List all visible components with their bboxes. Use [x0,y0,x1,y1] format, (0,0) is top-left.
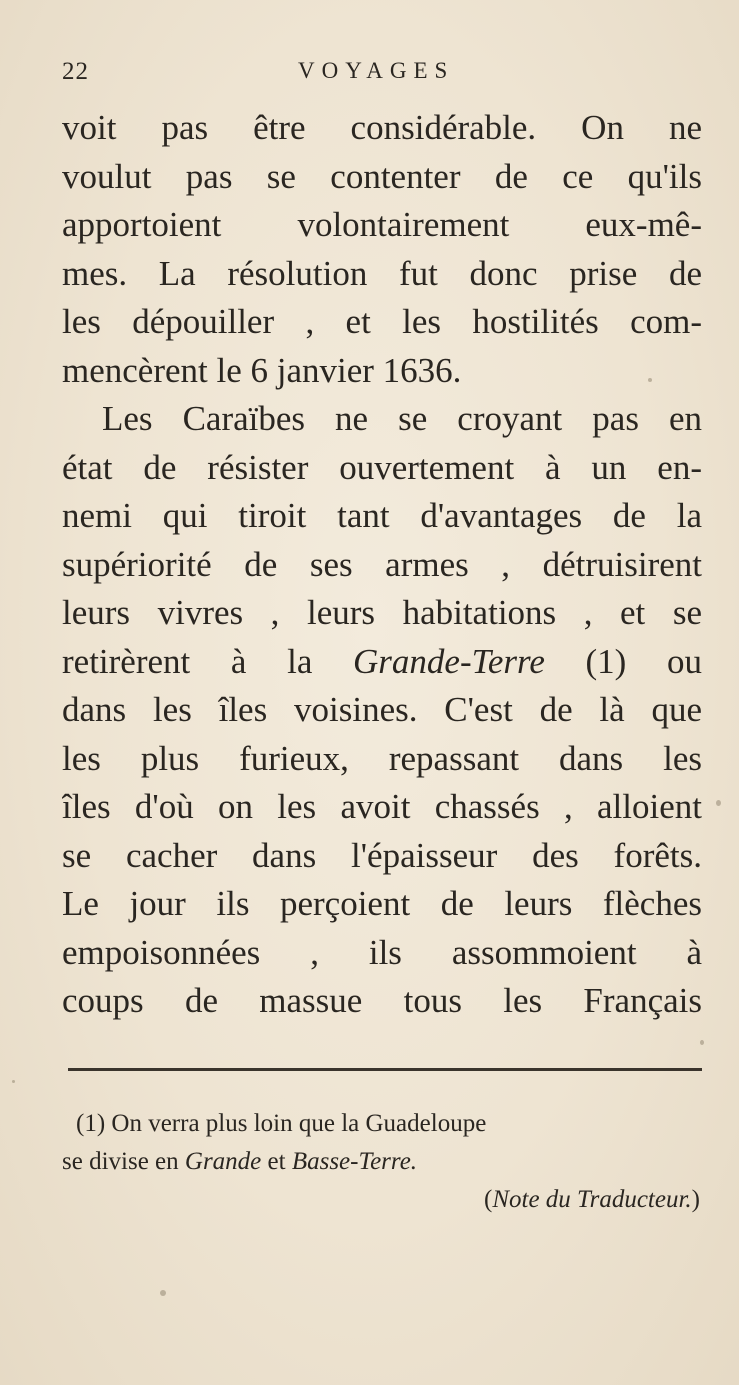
text-line: empoisonnées , ils assommoient à [62,932,702,972]
paper-speck [716,800,721,806]
page-header [62,58,702,98]
italic-place-name: Grande-Terre [353,641,545,681]
text-line: les plus furieux, repassant dans les [62,738,702,778]
italic-term: Grande [184,1148,262,1175]
text-line: supériorité de ses armes , détruisirent [62,544,702,584]
italic-term: Basse-Terre. [291,1148,418,1175]
text-line: nemi qui tiroit tant d'avantages de la [62,496,702,535]
footnote-rule [68,1068,702,1071]
paper-speck [700,1040,704,1045]
text-line: se cacher dans l'épaisseur des forêts. [62,835,702,875]
paren-close: ) [691,1186,700,1213]
footnote [62,1105,708,1219]
text-line: mes. La résolution fut donc prise de [62,253,702,293]
text-fragment: et [267,1148,286,1175]
text-line: voit pas être considérable. On ne [62,108,702,147]
text-line: mencèrent le 6 janvier 1636. [62,350,462,390]
page-number: 22 [62,58,89,85]
text-line: dans les îles voisines. C'est de là que [62,690,702,729]
text-line: îles d'où on les avoit chassés , alloient [62,787,702,826]
text-line: leurs vivres , leurs habitations , et se [62,593,702,632]
paragraph-start-line: Les Caraïbes ne se croyant pas en [102,399,702,438]
text-line: coups de massue tous les Français [62,981,702,1020]
text-line: les dépouiller , et les hostilités com- [62,302,702,341]
text-line: voulut pas se contenter de ce qu'ils [62,156,702,196]
paper-speck [160,1290,166,1296]
paren-open: ( [484,1186,493,1213]
text-fragment: (1) ou [585,641,702,681]
body-text [62,104,702,1026]
paper-speck [12,1080,15,1083]
footnote-line [62,1143,708,1181]
text-line: apportoient volontairement eux-mê- [62,205,702,244]
text-line: état de résister ouvertement à un en- [62,447,702,487]
running-head: VOYAGES [298,58,455,83]
translator-note [62,1181,708,1219]
text-fragment: se divise en [62,1148,179,1175]
text-fragment: retirèrent à la [62,641,313,681]
text-line: Le jour ils perçoient de leurs flèches [62,884,702,923]
translator-note-text: Note du Traducteur. [492,1186,692,1213]
paper-speck [648,378,652,382]
text-line-with-italic [62,638,702,687]
footnote-line: (1) On verra plus loin que la Guadeloupe [76,1110,487,1137]
